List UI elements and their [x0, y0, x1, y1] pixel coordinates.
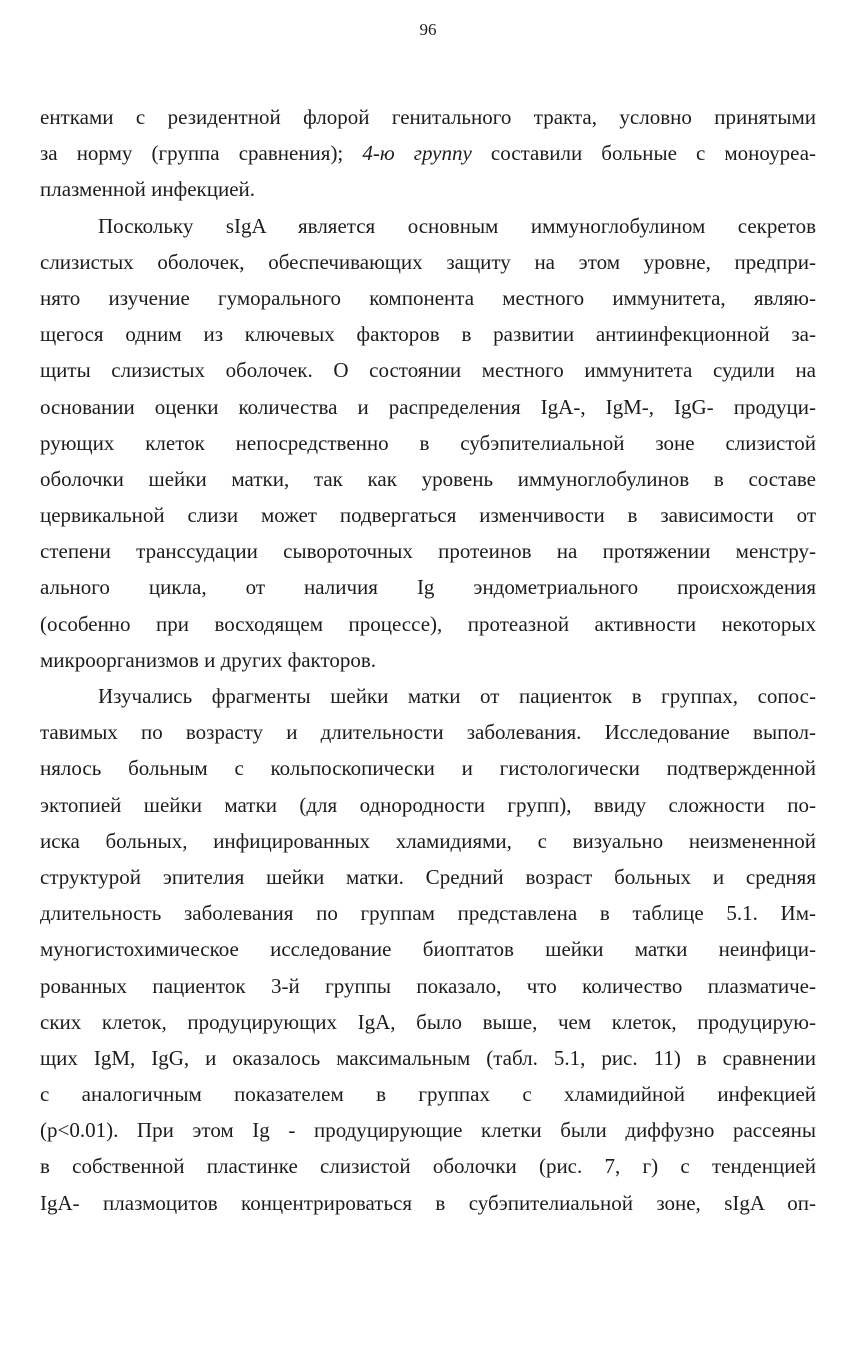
text-line: ских клеток, продуцирующих IgA, было выше, чем клеток, продуцирую-	[40, 1009, 816, 1034]
text-line: в собственной пластинке слизистой оболочки (рис. 7, г) с тенденцией	[40, 1154, 816, 1179]
text-line: ального цикла, от наличия Ig эндометриального происхождения	[40, 575, 816, 600]
italic-text: 4-ю группу	[362, 141, 472, 166]
text-line: плазменной инфекцией.	[40, 177, 256, 202]
text-line: щиты слизистых оболочек. О состоянии местного иммунитета судили на	[40, 358, 816, 383]
text-line: Поскольку sIgA является основным иммуноглобулином секретов	[98, 213, 816, 238]
text-line: оболочки шейки матки, так как уровень иммуноглобулинов в составе	[40, 466, 816, 491]
text-line: микроорганизмов и других факторов.	[40, 647, 377, 672]
text-line: рующих клеток непосредственно в субэпителиальной зоне слизистой	[40, 430, 816, 455]
text-line: муногистохимическое исследование биоптатов шейки матки неинфици-	[40, 937, 816, 962]
text-line: слизистых оболочек, обеспечивающих защиту на этом уровне, предпри-	[40, 249, 816, 274]
text-line: (особенно при восходящем процессе), протеазной активности некоторых	[40, 611, 816, 636]
text-line: ентками с резидентной флорой генитального тракта, условно принятыми	[40, 105, 816, 129]
text-line: Изучались фрагменты шейки матки от пациенток в группах, сопос-	[98, 684, 816, 708]
body-text	[40, 99, 816, 1221]
text-fragment: за норму (группа сравнения);	[40, 141, 344, 166]
text-line: цервикальной слизи может подвергаться изменчивости в зависимости от	[40, 503, 816, 528]
text-line: структурой эпителия шейки матки. Средний возраст больных и средняя	[40, 864, 816, 889]
text-fragment: составили больные с моноуреа-	[490, 141, 817, 166]
page-number: 96	[419, 20, 437, 39]
text-line: эктопией шейки матки (для однородности групп), ввиду сложности по-	[40, 792, 816, 817]
text-line: длительность заболевания по группам представлена в таблице 5.1. Им-	[40, 901, 816, 926]
text-line: нялось больным с кольпоскопически и гистологически подтвержденной	[40, 756, 816, 781]
text-line: щих IgM, IgG, и оказалось максимальным (табл. 5.1, рис. 11) в сравнении	[40, 1045, 816, 1070]
text-line: иска больных, инфицированных хламидиями, с визуально неизмененной	[40, 828, 816, 853]
text-line: щегося одним из ключевых факторов в развитии антиинфекционной за-	[40, 322, 816, 347]
text-line: основании оценки количества и распределения IgA-, IgM-, IgG- продуци-	[40, 394, 816, 419]
text-line: степени транссудации сывороточных протеинов на протяжении менстру-	[40, 539, 816, 564]
text-line: рованных пациенток 3-й группы показало, что количество плазматиче-	[40, 973, 816, 998]
text-line: нято изучение гуморального компонента местного иммунитета, являю-	[40, 285, 816, 310]
text-line: IgA- плазмоцитов концентрироваться в субэпителиальной зоне, sIgA оп-	[40, 1190, 816, 1215]
text-line: (p<0.01). При этом Ig - продуцирующие клетки были диффузно рассеяны	[40, 1118, 816, 1143]
text-line: тавимых по возрасту и длительности заболевания. Исследование выпол-	[40, 720, 816, 745]
text-line	[40, 135, 816, 171]
text-line: с аналогичным показателем в группах с хламидийной инфекцией	[40, 1082, 816, 1107]
